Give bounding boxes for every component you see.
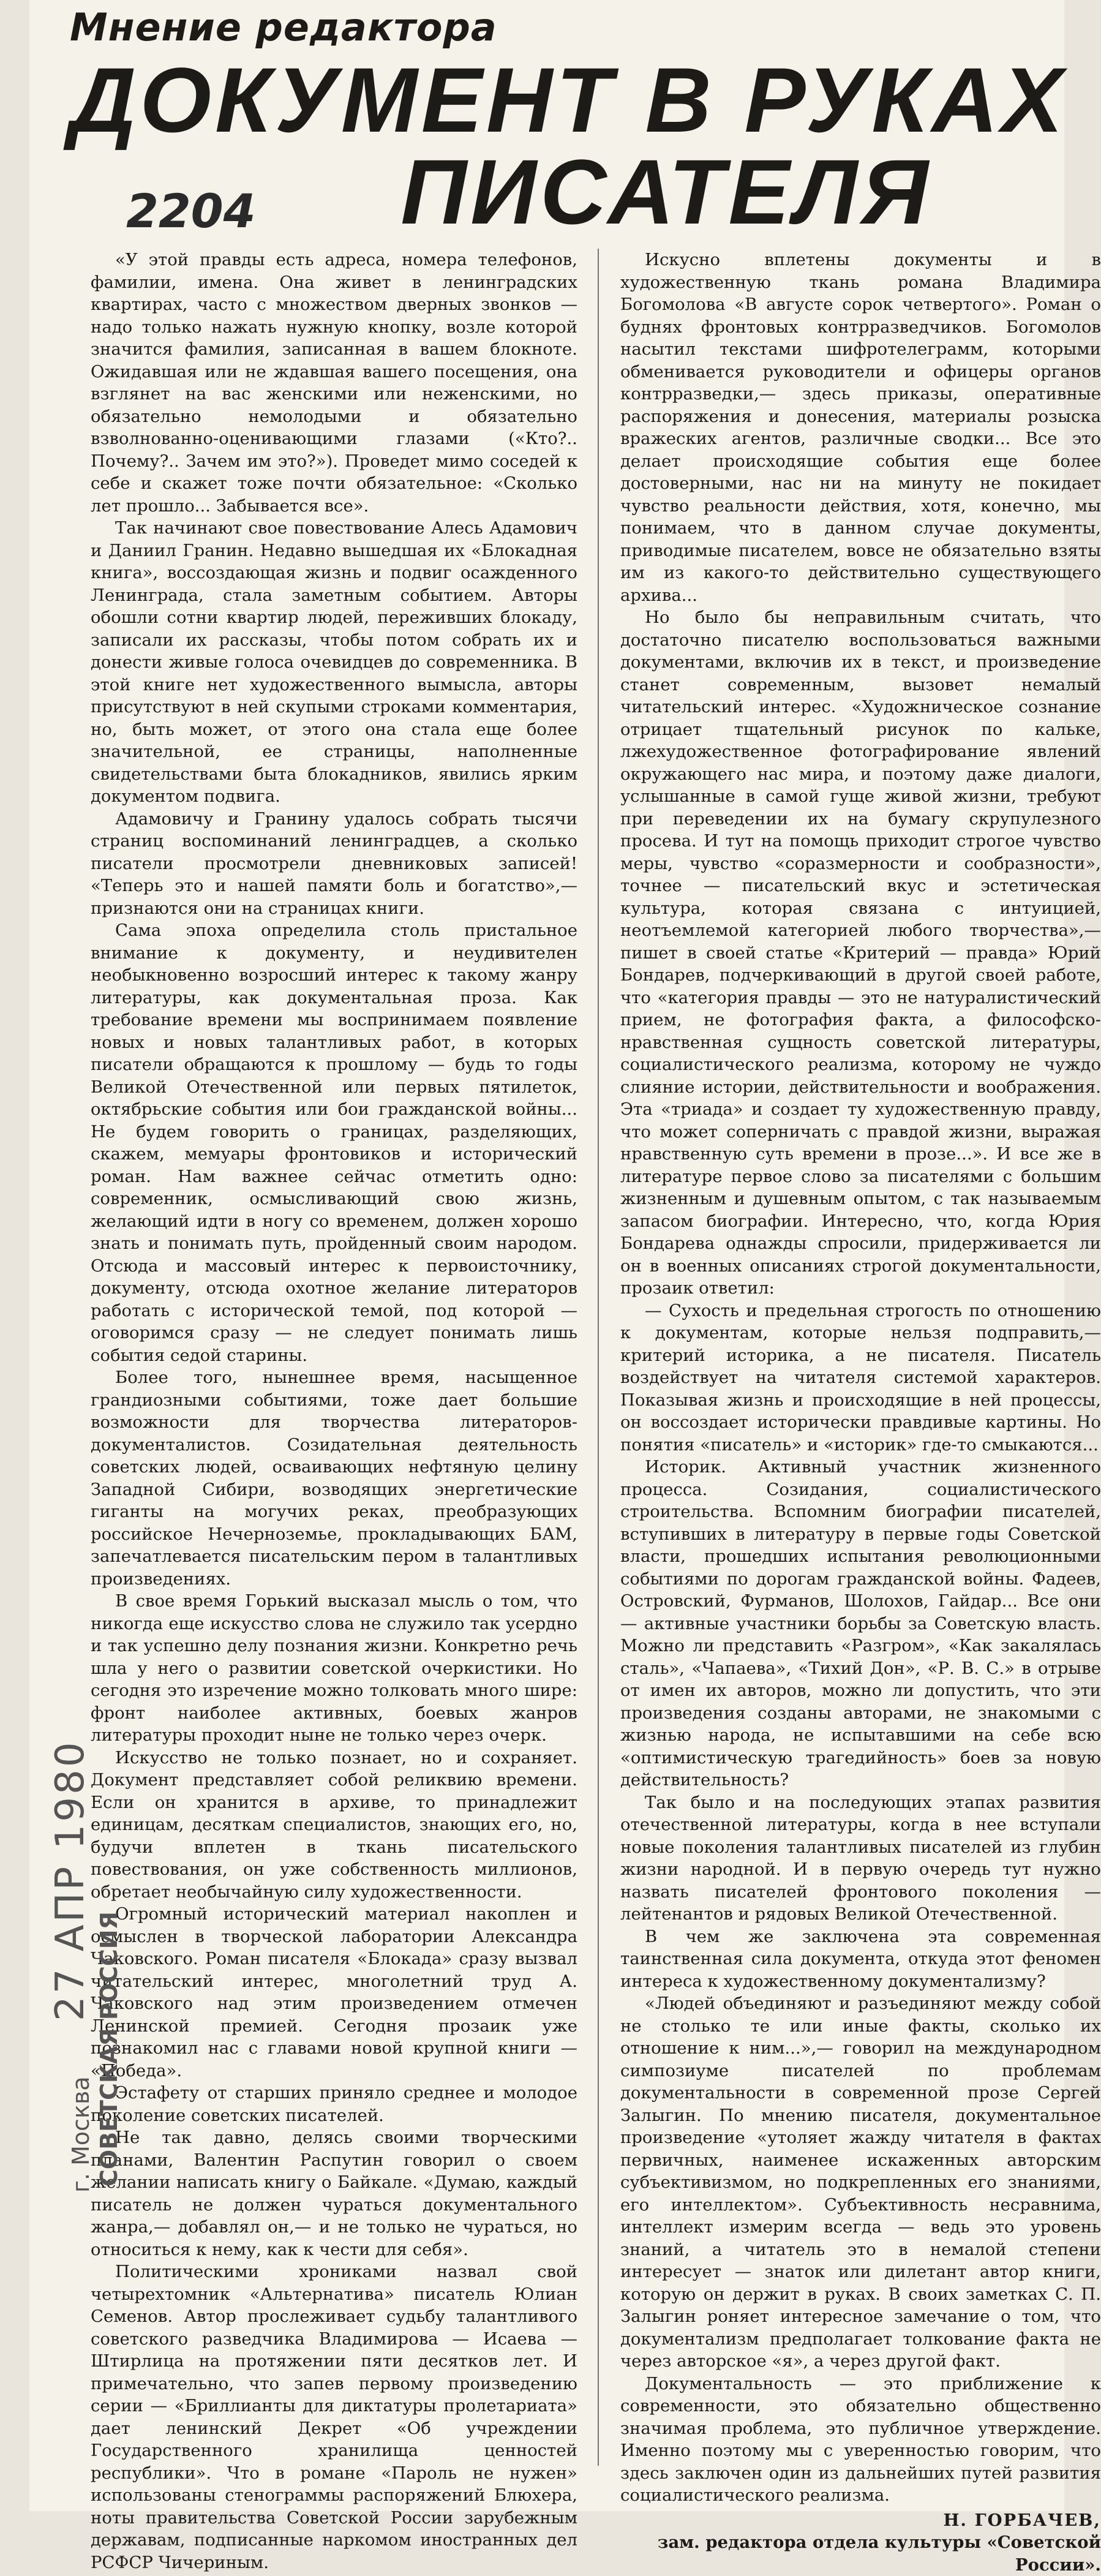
article-column-1 <box>91 249 577 2574</box>
headline-line-1: ДОКУМЕНТ В РУКАХ <box>70 48 1067 151</box>
paragraph: В чем же заключена эта современная таинственная сила документа, откуда этот феномен интереса к художественному документализму? <box>620 1926 1101 1991</box>
paragraph: Искусство не только познает, но и сохраняет. Документ представляет собой реликвию времени. Если он хранится в архиве, то принадлежит единицам, десяткам специалистов, знающих его, но, будучи вплетен в ткань писательского повествования, он уже собственность миллионов, обретает необычайную силу художественности. <box>91 1747 577 1902</box>
paragraph: «У этой правды есть адреса, номера телефонов, фамилии, имена. Она живет в ленинградских квартирах, часто с множеством дверных звонков — надо только нажать нужную кнопку, возле которой значится фамилия, записанная в вашем блокноте. Ожидавшая или не ждавшая вашего посещения, она взглянет на вас женскими или неженскими, но обязательно немолодыми и обязательно взволнованно-оценивающими глазами («Кто?.. Почему?.. Зачем им это?»). Проведет мимо соседей к себе и скажет тоже почти обязательное: «Сколько лет прошло... Забывается все». <box>91 250 577 516</box>
paragraph: «Людей объединяют и разъединяют между собой не столько те или иные факты, сколько их отношение к ним...»,— говорил на международном симпозиуме писателей по проблемам документальности в современной прозе Сергей Залыгин. По мнению писателя, документальное произведение «утоляет жажду читателя в фактах первичных, наименее искаженных авторским субъективизмом, но подкрепленных его знаниями, его интеллектом». Субъективность несравнима, интеллект измерим всегда — ведь это уровень знаний, а читатель это в немалой степени интересует — знаток или дилетант автор книги, которую он держит в руках. В своих заметках С. П. Залыгин роняет интересное замечание о том, что документализм предполагает толкование факта не через авторское «я», а через другой факт. <box>620 1994 1101 2371</box>
stamp-city: г. Москва <box>67 2076 94 2193</box>
paragraph: — Сухость и предельная строгость по отношению к документам, которые нельзя подправить,— критерий историка, а не писателя. Писатель воздействует на читателя системой характеров. Показывая жизнь и происходящие в ней процессы, он воссоздает исторически правдивые картины. Но понятия «писатель» и «историк» где-то смыкаются... <box>620 1300 1101 1455</box>
paragraph: Адамовичу и Гранину удалось собрать тысячи страниц воспоминаний ленинградцев, а сколько писатели просмотрели дневниковых записей! «Теперь это и нашей памяти боль и богатство»,— признаются они на страницах книги. <box>91 808 577 918</box>
paragraph: Политическими хрониками назвал свой четырехтомник «Альтернатива» писатель Юлиан Семенов. Автор прослеживает судьбу талантливого советского разведчика Владимирова — Исаева — Штирлица на протяжении пяти десятков лет. И примечательно, что запев первому произведению серии — «Бриллианты для диктатуры пролетариата» дает ленинский Декрет «Об учреждении Государственного хранилища ценностей республики». Что в романе «Пароль не нужен» использованы стенограммы распоряжений Блюхера, ноты правительства Советской России зарубежным державам, подписанные наркомом иностранных дел РСФСР Чичериным. <box>91 2262 577 2572</box>
paragraph: Документальность — это приближение к современности, это обязательно общественно значимая проблема, это публичное утверждение. Именно поэтому мы с уверенностью говорим, что здесь заключен один из дальнейших путей развития социалистического реализма. <box>620 2373 1101 2505</box>
column-divider <box>598 249 599 2466</box>
stamp-date: 27 АПР 1980 <box>48 1739 93 2021</box>
paragraph: Так начинают свое повествование Алесь Адамович и Даниил Гранин. Недавно вышедшая их «Блокадная книга», воссоздающая жизнь и подвиг осажденного Ленинграда, стала заметным событием. Авторы обошли сотни квартир людей, переживших блокаду, записали их рассказы, чтобы потом собрать их и донести живые голоса очевидцев до современника. В этой книге нет художественного вымысла, авторы присутствуют в ней скупыми строками комментария, но, быть может, от этого она стала еще более значительной, ее страницы, наполненные свидетельствами быта блокадников, явились ярким документом подвига. <box>91 518 577 806</box>
handwritten-number: 2204 <box>126 184 256 238</box>
paragraph: Огромный исторический материал накоплен и осмыслен в творческой лаборатории Александра Чаковского. Роман писателя «Блокада» сразу вызвал читательский интерес, многолетний труд А. Чаковского над этим произведением отмечен Ленинской премией. Сегодня прозаик уже познакомил нас с главами новой крупной книги — «Победа». <box>91 1904 577 2081</box>
paragraph: Историк. Активный участник жизненного процесса. Созидания, социалистического строительства. Вспомним биографии писателей, вступивших в литературу в первые годы Советской власти, прошедших испытания революционными событиями по дорогам гражданской войны. Фадеев, Островский, Фурманов, Шолохов, Гайдар... Все они — активные участники борьбы за Советскую власть. Можно ли представить «Разгром», «Как закалялась сталь», «Чапаева», «Тихий Дон», «Р. В. С.» в отрыве от имен их авторов, можно ли допустить, что эти произведения созданы авторами, не знакомыми с жизнью народа, не испытавшими на себе всю «оптимистическую трагедийность» боев за новую действительность? <box>620 1457 1101 1790</box>
stamp-newspaper: СОВЕТСКАЯ РОССИЯ <box>96 1911 122 2186</box>
newspaper-clipping <box>29 0 1101 2575</box>
author-position: зам. редактора отдела культуры «Советской России». <box>657 2533 1101 2575</box>
rubric: Мнение редактора <box>70 5 497 50</box>
paragraph: Эстафету от старших приняло среднее и молодое поколение советских писателей. <box>91 2083 577 2125</box>
paragraph: Искусно вплетены документы и в художественную ткань романа Владимира Богомолова «В августе сорок четвертого». Роман о буднях фронтовых контрразведчиков. Богомолов насытил текстами шифротелеграмм, которыми обменивается руководители и офицеры органов контрразведки,— здесь приказы, оперативные распоряжения и донесения, материалы розыска вражеских агентов, различные сводки... Все это делает происходящие события еще более достоверными, нас ни на минуту не покидает чувство реальности действия, хотя, конечно, мы понимаем, что в данном случае документы, приводимые писателем, вовсе не обязательно взяты им из какого-то действительно существующего архива... <box>620 250 1101 605</box>
paragraph: Так было и на последующих этапах развития отечественной литературы, когда в нее вступали новые поколения талантливых писателей из глубин жизни народной. И в первую очередь тут нужно назвать писателей фронтового поколения — лейтенантов и рядовых Великой Отечественной. <box>620 1792 1101 1924</box>
paragraph: Но было бы неправильным считать, что достаточно писателю воспользоваться важными документами, включив их в текст, и произведение станет современным, вызовет немалый читательский интерес. «Художническое сознание отрицает тщательный рисунок по кальке, лжехудожественное фотографирование явлений окружающего нас мира, и поэтому даже диалоги, услышанные в самой гуще живой жизни, требуют при переведении их на бумагу скрупулезного просева. И тут на помощь приходит строгое чувство меры, чувство «соразмерности и сообразности», точнее — писательский вкус и эстетическая культура, которая связана с интуицией, неотъемлемой категорией любого творчества»,— пишет в своей статье «Критерий — правда» Юрий Бондарев, подчеркивающий в другой своей работе, что «категория правды — это не натуралистический прием, не фотография факта, а философско-нравственная сущность советской литературы, социалистического реализма, которому не чуждо слияние истории, действительности и воображения. Эта «триада» и создает ту художественную правду, что может соперничать с правдой жизни, выражая нравственную суть времени в прозе...». И все же в литературе первое слово за писателями с большим жизненным и душевным опытом, с так называемым запасом биографии. Интересно, что, когда Юрия Бондарева однажды спросили, придерживается ли он в военных описаниях строгой документальности, прозаик ответил: <box>620 608 1101 1298</box>
paragraph: В свое время Горький высказал мысль о том, что никогда еще искусство слова не служило так усердно и так успешно делу познания жизни. Конкретно речь шла у него о развитии советской очеркистики. Но сегодня это изречение можно толковать много шире: фронт наиболее активных, боевых жанров литературы проходит ныне не только через очерк. <box>91 1591 577 1745</box>
paragraph: Не так давно, делясь своими творческими планами, Валентин Распутин говорил о своем желании написать книгу о Байкале. «Думаю, каждый писатель не должен чураться документального жанра,— добавлял он,— и не только не чураться, но относиться к нему, как к чести для себя». <box>91 2128 577 2259</box>
headline-line-2: ПИСАТЕЛЯ <box>400 140 932 243</box>
author-name: Н. ГОРБАЧЕВ, <box>943 2510 1101 2530</box>
paragraph: Сама эпоха определила столь пристальное внимание к документу, и неудивителен необыкновенно возросший интерес к такому жанру литературы, как документальная проза. Как требование времени мы воспринимаем появление новых и новых талантливых работ, в которых писатели обращаются к прошлому — будь то годы Великой Отечественной или первых пятилеток, октябрьские события или бои гражданской войны... Не будем говорить о границах, разделяющих, скажем, мемуары фронтовиков и исторический роман. Нам важнее сейчас отметить одно: современник, осмысливающий свою жизнь, желающий идти в ногу со временем, должен хорошо знать и понимать путь, пройденный своим народом. Отсюда и массовый интерес к первоисточнику, документу, отсюда охотное желание литераторов работать с исторической темой, под которой — оговоримся сразу — не следует понимать лишь события седой старины. <box>91 921 577 1365</box>
paragraph: Более того, нынешнее время, насыщенное грандиозными событиями, тоже дает большие возможности для творчества литераторов-документалистов. Созидательная деятельность советских людей, осваивающих нефтяную целину Западной Сибири, возводящих энергетические гиганты на могучих реках, преобразующих российское Нечерноземье, прокладывающих БАМ, запечатлевается писательским пером в талантливых произведениях. <box>91 1368 577 1589</box>
article-column-2 <box>620 249 1101 2576</box>
